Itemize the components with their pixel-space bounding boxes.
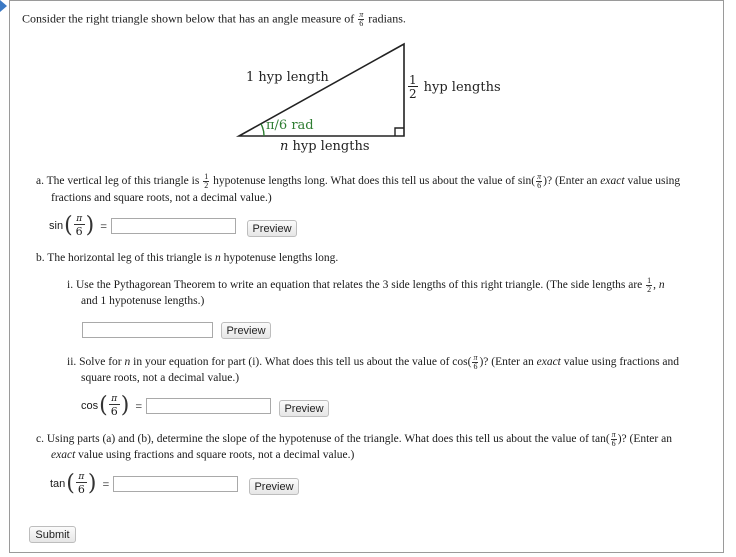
sin-answer-input[interactable] <box>111 218 236 234</box>
part-c-line2 <box>51 447 354 464</box>
triangle-shape <box>239 44 404 136</box>
part-c-answer-row <box>50 473 238 495</box>
part-c-arg-den: 6 <box>611 439 616 448</box>
part-a-frac-num: 1 <box>204 172 209 181</box>
preview-button-a[interactable]: Preview <box>247 220 297 237</box>
part-a-sin-arg <box>536 173 542 190</box>
left-paren: ( <box>64 213 73 238</box>
part-c-line1 <box>36 431 672 448</box>
intro-frac-num: π <box>359 10 364 19</box>
part-a-text2: hypotenuse lengths long. What does this tell us about the value of sin( <box>213 175 536 188</box>
right-paren: ) <box>87 471 97 496</box>
part-a-text3: )? (Enter an <box>543 175 598 188</box>
part-b-ii-text: Solve for <box>79 356 122 369</box>
part-b-ii-exact: exact <box>536 356 561 369</box>
tan-arg-num: π <box>76 473 87 483</box>
part-b-ii-line2: square roots, not a decimal value.) <box>81 372 240 384</box>
left-paren: ( <box>99 393 108 418</box>
part-a-line1 <box>36 173 680 190</box>
horizontal-leg-label <box>280 139 370 154</box>
preview-button-b-i[interactable]: Preview <box>221 322 271 339</box>
angle-arc <box>261 124 264 136</box>
part-b-i-var: n <box>658 279 665 292</box>
part-b-var: n <box>214 252 221 264</box>
part-a-line2: fractions and square roots, not a decimal value.) <box>51 192 272 204</box>
cos-argument-fraction <box>109 395 120 417</box>
part-b-i-frac-num: 1 <box>647 276 652 285</box>
part-c-arg-num: π <box>611 430 616 439</box>
tan-label: tan <box>50 478 66 490</box>
part-c-exact: exact <box>51 449 76 461</box>
part-c-prefix: c. <box>36 433 44 446</box>
right-paren: ) <box>120 393 130 418</box>
part-c-text2: )? (Enter an <box>617 433 672 446</box>
part-b-i-line2: and 1 hypotenuse lengths.) <box>81 295 205 307</box>
hypotenuse-label: 1 hyp length <box>246 70 329 85</box>
left-paren: ( <box>66 471 75 496</box>
cos-arg-num: π <box>109 395 120 405</box>
part-b-text2: hypotenuse lengths long. <box>223 252 339 264</box>
part-c-line2-text: value using fractions and square roots, not a decimal value.) <box>78 449 355 461</box>
equals-sign: = <box>100 218 108 233</box>
equals-sign: = <box>102 476 110 491</box>
horizontal-leg-text: hyp lengths <box>292 139 370 154</box>
right-paren: ) <box>85 213 95 238</box>
vertical-leg-label <box>408 74 501 100</box>
cos-answer-input[interactable] <box>146 398 271 414</box>
part-b-ii-text4: value using fractions and <box>563 356 680 369</box>
part-b-ii-var: n <box>124 356 131 369</box>
part-b-ii-cos-arg <box>472 354 478 371</box>
part-a-arg-den: 6 <box>537 181 542 190</box>
part-b-i-prefix: i. <box>67 279 74 292</box>
vertical-leg-fraction <box>408 74 418 100</box>
vertical-leg-text: hyp lengths <box>423 79 501 95</box>
part-b-i-sep: , <box>653 279 657 292</box>
part-b-line1 <box>36 250 338 267</box>
cos-arg-den: 6 <box>110 405 118 418</box>
horizontal-var: n <box>280 139 289 154</box>
part-b-text: The horizontal leg of this triangle is <box>47 252 213 264</box>
part-b-ii-arg-num: π <box>473 353 478 362</box>
part-b-ii-prefix: ii. <box>67 356 77 369</box>
vertical-frac-den: 2 <box>409 87 417 101</box>
part-a-text: The vertical leg of this triangle is <box>46 175 200 188</box>
pythagorean-equation-input[interactable] <box>82 322 213 338</box>
intro-text: Consider the right triangle shown below that has an angle measure of <box>22 11 355 26</box>
tan-answer-input[interactable] <box>113 476 238 492</box>
cos-label: cos <box>81 400 99 412</box>
equals-sign: = <box>135 398 143 413</box>
part-a-arg-num: π <box>537 172 542 181</box>
part-c-tan-arg <box>611 431 617 448</box>
part-b-ii-answer-row <box>81 395 271 417</box>
preview-button-b-ii[interactable]: Preview <box>279 400 329 417</box>
vertical-frac-num: 1 <box>409 73 417 87</box>
tan-arg-den: 6 <box>77 483 85 496</box>
sin-label: sin <box>49 220 64 232</box>
sin-argument-fraction <box>74 215 85 237</box>
tan-argument-fraction <box>76 473 87 495</box>
part-b-ii-text3: )? (Enter an <box>479 356 534 369</box>
part-a-answer-row <box>49 215 236 237</box>
angle-label: π/6 rad <box>266 118 314 133</box>
sin-arg-num: π <box>74 215 85 225</box>
intro-frac-den: 6 <box>359 19 364 28</box>
part-c-text: Using parts (a) and (b), determine the slope of the hypotenuse of the triangle. What does this tell us about the value of tan( <box>46 433 610 446</box>
part-b-i-fraction <box>646 277 652 294</box>
part-b-ii-arg-den: 6 <box>473 362 478 371</box>
part-b-ii-text2: in your equation for part (i). What does this tell us about the value of cos( <box>133 356 472 369</box>
part-b-i-line1 <box>67 277 665 294</box>
intro-text-end: radians. <box>368 11 406 26</box>
part-b-i-frac-den: 2 <box>647 285 652 294</box>
part-b-prefix: b. <box>36 252 45 264</box>
part-a-fraction <box>203 173 209 190</box>
sin-arg-den: 6 <box>75 225 83 238</box>
preview-button-c[interactable]: Preview <box>249 478 299 495</box>
part-a-prefix: a. <box>36 175 44 188</box>
part-a-text4: value using <box>627 175 681 188</box>
part-b-i-text: Use the Pythagorean Theorem to write an equation that relates the 3 side lengths of this right triangle. (The side lengths are <box>75 279 643 292</box>
part-a-exact: exact <box>600 175 625 188</box>
submit-button[interactable]: Submit <box>29 526 76 543</box>
part-b-ii-line1 <box>67 354 679 371</box>
right-angle-mark <box>395 128 404 136</box>
part-a-frac-den: 2 <box>204 181 209 190</box>
